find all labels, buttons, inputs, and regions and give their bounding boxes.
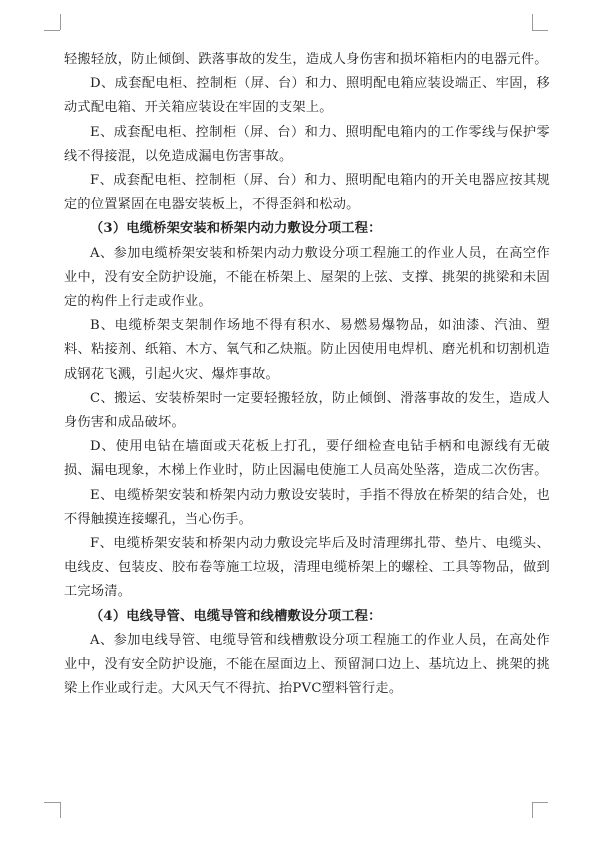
paragraph-item-c: C、搬运、安装桥架时一定要轻搬轻放，防止倾倒、滑落事故的发生，造成人身伤害和成品破坏。 xyxy=(64,390,550,431)
paragraph-item-a: A、参加电缆桥架安装和桥架内动力敷设分项工程施工的作业人员，在高空作业中，没有安全防护设施，不能在桥架上、屋架的上弦、支撑、挑架的挑梁和未固定的构件上行走或作业。 xyxy=(64,245,550,310)
section-heading-3: （3）电缆桥架安装和桥架内动力敷设分项工程： xyxy=(90,221,382,237)
crop-mark-top-right-v xyxy=(532,14,533,30)
crop-mark-top-right-h xyxy=(532,30,548,31)
paragraph-item-b: B、电缆桥架支架制作场地不得有积水、易燃易爆物品，如油漆、汽油、塑料、粘接剂、纸箱、木方、氧气和乙炔瓶。防止因使用电焊机、磨光机和切割机造成钢花飞溅，引起火灾、爆炸事故。 xyxy=(64,318,550,382)
crop-mark-bottom-left-h xyxy=(44,802,60,803)
crop-mark-top-left-v xyxy=(60,14,61,30)
paragraph-item-e: E、成套配电柜、控制柜（屏、台）和力、照明配电箱内的工作零线与保护零线不得接混，以免造成漏电伤害事故。 xyxy=(64,124,550,164)
crop-mark-bottom-left-v xyxy=(60,802,61,818)
section-heading-4: （4）电线导管、电缆导管和线槽敷设分项工程： xyxy=(90,608,382,624)
paragraph-item-f: F、成套配电柜、控制柜（屏、台）和力、照明配电箱内的开关电器应按其规定的位置紧固在电器安装板上，不得歪斜和松动。 xyxy=(64,173,550,213)
paragraph-item-a: A、参加电线导管、电缆导管和线槽敷设分项工程施工的作业人员，在高处作业中，没有安全防护设施，不能在屋面边上、预留洞口边上、基坑边上、挑架的挑梁上作业或行走。大风天气不得抗、抬PVC塑料管行走。 xyxy=(64,632,550,697)
body-text xyxy=(64,48,550,701)
crop-mark-top-left-h xyxy=(44,30,60,31)
crop-mark-bottom-right-v xyxy=(532,802,533,818)
paragraph-continuation: 轻搬轻放，防止倾倒、跌落事故的发生，造成人身伤害和损坏箱柜内的电器元件。 xyxy=(64,52,548,67)
paragraph-item-d: D、成套配电柜、控制柜（屏、台）和力、照明配电箱应装设端正、牢固，移动式配电箱、开关箱应装设在牢固的支架上。 xyxy=(64,76,550,116)
paragraph-item-e: E、电缆桥架安装和桥架内动力敷设安装时，手指不得放在桥架的结合处，也不得触摸连接螺孔，当心伤手。 xyxy=(64,487,550,527)
paragraph-item-d: D、使用电钻在墙面或天花板上打孔，要仔细检查电钻手柄和电源线有无破损、漏电现象，木梯上作业时，防止因漏电使施工人员高处坠落，造成二次伤害。 xyxy=(64,439,550,479)
crop-mark-bottom-right-h xyxy=(532,802,548,803)
paragraph-item-f: F、电缆桥架安装和桥架内动力敷设完毕后及时清理绑扎带、垫片、电缆头、电线皮、包装皮、胶布卷等施工垃圾，清理电缆桥架上的螺栓、工具等物品，做到工完场清。 xyxy=(64,536,550,600)
